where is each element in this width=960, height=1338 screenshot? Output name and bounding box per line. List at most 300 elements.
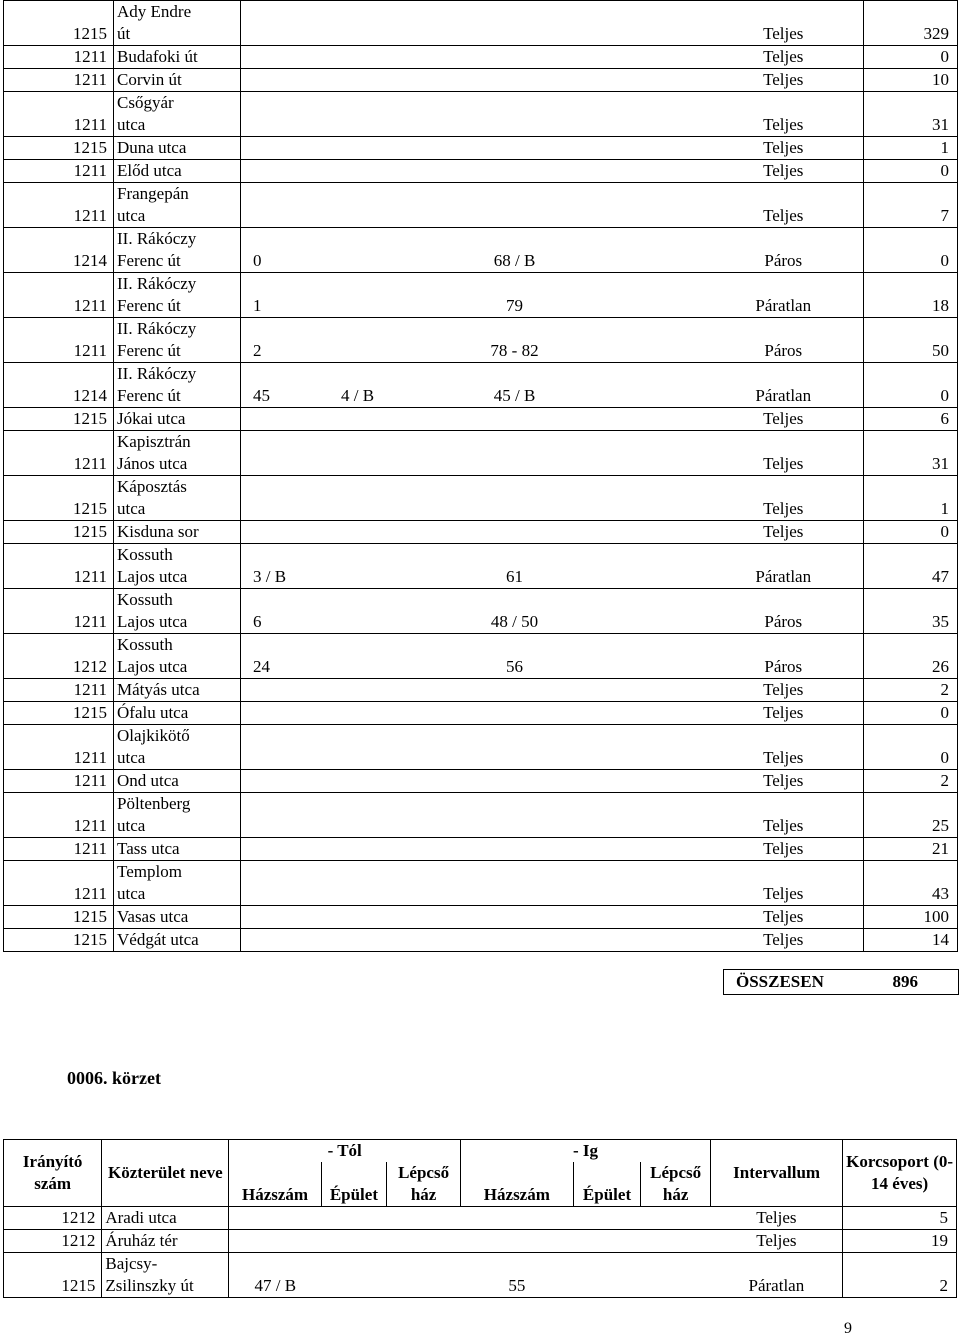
count-cell: 6 [864, 408, 958, 431]
table-row [4, 137, 958, 160]
to-building-cell [559, 929, 639, 952]
zip-cell: 1212 [4, 1207, 102, 1230]
zip-cell: 1215 [4, 702, 114, 725]
to-house-no-cell [471, 183, 559, 228]
from-stairwell-cell [403, 544, 471, 589]
to-stairwell-cell [639, 431, 704, 476]
from-stairwell-cell [403, 363, 471, 408]
from-stairwell-cell [403, 137, 471, 160]
to-building-cell [559, 318, 639, 363]
interval-cell: Teljes [704, 160, 864, 183]
count-cell: 18 [864, 273, 958, 318]
to-stairwell-cell [639, 838, 704, 861]
to-building-cell [559, 702, 639, 725]
zip-cell: 1211 [4, 679, 114, 702]
from-house-no-cell: 2 [241, 318, 313, 363]
count-cell: 0 [864, 228, 958, 273]
street-name-cell: II. Rákóczy Ferenc út [114, 318, 241, 363]
from-building-cell [313, 92, 403, 137]
count-cell: 31 [864, 92, 958, 137]
to-house-no-cell: 79 [471, 273, 559, 318]
district-title: 0006. körzet [67, 1068, 161, 1088]
interval-cell: Teljes [704, 906, 864, 929]
from-building-cell [313, 679, 403, 702]
from-house-no-cell [241, 725, 313, 770]
from-building-cell [313, 589, 403, 634]
street-name-cell: Corvin út [114, 69, 241, 92]
count-cell: 35 [864, 589, 958, 634]
to-building-cell [559, 679, 639, 702]
zip-cell: 1215 [4, 929, 114, 952]
to-stairwell-cell [641, 1207, 711, 1230]
count-cell: 0 [864, 725, 958, 770]
to-stairwell-cell [639, 702, 704, 725]
count-cell: 1 [864, 137, 958, 160]
interval-cell: Teljes [704, 183, 864, 228]
to-house-no-cell: 55 [461, 1253, 574, 1298]
from-house-no-cell [241, 69, 313, 92]
to-house-no-cell [471, 476, 559, 521]
to-stairwell-cell [639, 160, 704, 183]
interval-cell: Páratlan [704, 273, 864, 318]
street-name-cell: Kossuth Lajos utca [114, 544, 241, 589]
interval-cell: Páratlan [711, 1253, 843, 1298]
street-name-cell: Aradi utca [102, 1207, 229, 1230]
to-stairwell-cell [639, 521, 704, 544]
from-house-no-cell: 6 [241, 589, 313, 634]
table-row [4, 69, 958, 92]
table-row [4, 363, 958, 408]
table-row [4, 544, 958, 589]
header-to-stairwell: Lépcső ház [641, 1162, 711, 1207]
interval-cell: Teljes [704, 46, 864, 69]
to-house-no-cell [471, 861, 559, 906]
to-building-cell [559, 137, 639, 160]
to-stairwell-cell [639, 861, 704, 906]
zip-cell: 1215 [4, 1253, 102, 1298]
from-house-no-cell [241, 770, 313, 793]
to-stairwell-cell [639, 137, 704, 160]
from-building-cell [313, 544, 403, 589]
street-name-cell: Kisduna sor [114, 521, 241, 544]
street-name-cell: Frangepán utca [114, 183, 241, 228]
street-name-cell: Templom utca [114, 861, 241, 906]
to-house-no-cell [461, 1207, 574, 1230]
from-stairwell-cell [403, 634, 471, 679]
from-house-no-cell [229, 1207, 321, 1230]
to-house-no-cell [471, 679, 559, 702]
table-row [4, 183, 958, 228]
to-building-cell [559, 92, 639, 137]
from-stairwell-cell [403, 702, 471, 725]
zip-cell: 1215 [4, 408, 114, 431]
to-house-no-cell [471, 92, 559, 137]
street-name-cell: Kapisztrán János utca [114, 431, 241, 476]
count-cell: 0 [864, 521, 958, 544]
count-cell: 5 [843, 1207, 957, 1230]
interval-cell: Teljes [704, 702, 864, 725]
from-building-cell [313, 273, 403, 318]
street-name-cell: Áruház tér [102, 1230, 229, 1253]
table-row [4, 1207, 957, 1230]
street-name-cell: Mátyás utca [114, 679, 241, 702]
to-building-cell [559, 431, 639, 476]
from-building-cell [321, 1230, 387, 1253]
from-building-cell [313, 634, 403, 679]
interval-cell: Teljes [704, 770, 864, 793]
interval-cell: Teljes [704, 408, 864, 431]
to-stairwell-cell [639, 906, 704, 929]
count-cell: 50 [864, 318, 958, 363]
from-house-no-cell [241, 793, 313, 838]
zip-cell: 1211 [4, 861, 114, 906]
header-to-house-no: Házszám [461, 1162, 574, 1207]
from-stairwell-cell [403, 408, 471, 431]
street-name-cell: Ófalu utca [114, 702, 241, 725]
from-stairwell-cell [403, 793, 471, 838]
to-building-cell [559, 861, 639, 906]
interval-cell: Teljes [704, 92, 864, 137]
interval-cell: Teljes [704, 431, 864, 476]
to-house-no-cell [471, 46, 559, 69]
from-house-no-cell [241, 137, 313, 160]
from-stairwell-cell [403, 46, 471, 69]
table-row [4, 46, 958, 69]
interval-cell: Teljes [704, 929, 864, 952]
to-building-cell [559, 183, 639, 228]
table-row [4, 838, 958, 861]
header-to-building: Épület [573, 1162, 641, 1207]
table-row [4, 160, 958, 183]
from-stairwell-cell [403, 183, 471, 228]
to-building-cell [573, 1230, 641, 1253]
from-building-cell [313, 929, 403, 952]
to-building-cell [559, 69, 639, 92]
from-building-cell [313, 725, 403, 770]
street-name-cell: Kossuth Lajos utca [114, 589, 241, 634]
street-name-cell: Káposztás utca [114, 476, 241, 521]
from-stairwell-cell [403, 160, 471, 183]
header-from-building: Épület [321, 1162, 387, 1207]
from-stairwell-cell [403, 929, 471, 952]
zip-cell: 1211 [4, 92, 114, 137]
from-building-cell [313, 861, 403, 906]
street-name-cell: Előd utca [114, 160, 241, 183]
from-stairwell-cell [403, 92, 471, 137]
from-house-no-cell [229, 1230, 321, 1253]
from-building-cell [313, 408, 403, 431]
zip-cell: 1212 [4, 634, 114, 679]
from-house-no-cell: 0 [241, 228, 313, 273]
to-house-no-cell: 48 / 50 [471, 589, 559, 634]
to-stairwell-cell [639, 793, 704, 838]
from-building-cell [313, 228, 403, 273]
from-house-no-cell [241, 906, 313, 929]
table-row [4, 793, 958, 838]
interval-cell: Páros [704, 634, 864, 679]
zip-cell: 1211 [4, 544, 114, 589]
from-stairwell-cell [403, 861, 471, 906]
street-name-cell: Olajkikötő utca [114, 725, 241, 770]
count-cell: 7 [864, 183, 958, 228]
from-building-cell [313, 69, 403, 92]
to-stairwell-cell [641, 1230, 711, 1253]
count-cell: 2 [864, 770, 958, 793]
from-stairwell-cell [403, 521, 471, 544]
count-cell: 0 [864, 363, 958, 408]
from-house-no-cell [241, 183, 313, 228]
table-row [4, 92, 958, 137]
interval-cell: Páratlan [704, 363, 864, 408]
table-row [4, 861, 958, 906]
to-house-no-cell: 68 / B [471, 228, 559, 273]
interval-cell: Páros [704, 318, 864, 363]
street-name-cell: Ady Endre út [114, 1, 241, 46]
header-interval: Intervallum [711, 1140, 843, 1207]
from-building-cell [313, 318, 403, 363]
zip-cell: 1215 [4, 476, 114, 521]
count-cell: 47 [864, 544, 958, 589]
street-name-cell: Pöltenberg utca [114, 793, 241, 838]
header-zip: Irányító szám [4, 1140, 102, 1207]
from-stairwell-cell [403, 273, 471, 318]
zip-cell: 1211 [4, 431, 114, 476]
zip-cell: 1215 [4, 521, 114, 544]
header-from-stairwell: Lépcső ház [387, 1162, 461, 1207]
from-building-cell [313, 183, 403, 228]
interval-cell: Teljes [704, 838, 864, 861]
from-building-cell [313, 770, 403, 793]
to-stairwell-cell [639, 544, 704, 589]
street-name-cell: Vasas utca [114, 906, 241, 929]
to-building-cell [559, 838, 639, 861]
to-house-no-cell [471, 702, 559, 725]
to-stairwell-cell [639, 69, 704, 92]
interval-cell: Teljes [711, 1230, 843, 1253]
street-name-cell: II. Rákóczy Ferenc út [114, 228, 241, 273]
from-building-cell [313, 793, 403, 838]
from-house-no-cell [241, 679, 313, 702]
interval-cell: Teljes [711, 1207, 843, 1230]
from-house-no-cell [241, 92, 313, 137]
from-house-no-cell [241, 431, 313, 476]
from-house-no-cell: 47 / B [229, 1253, 321, 1298]
from-stairwell-cell [403, 476, 471, 521]
from-stairwell-cell [403, 725, 471, 770]
street-name-cell: Kossuth Lajos utca [114, 634, 241, 679]
to-stairwell-cell [639, 273, 704, 318]
from-stairwell-cell [403, 1, 471, 46]
from-building-cell [313, 702, 403, 725]
table-row [4, 476, 958, 521]
to-house-no-cell [471, 770, 559, 793]
to-stairwell-cell [639, 679, 704, 702]
count-cell: 1 [864, 476, 958, 521]
to-stairwell-cell [639, 589, 704, 634]
zip-cell: 1215 [4, 906, 114, 929]
to-stairwell-cell [639, 228, 704, 273]
to-stairwell-cell [639, 929, 704, 952]
to-stairwell-cell [639, 725, 704, 770]
district-0006-table [3, 1139, 957, 1298]
from-stairwell-cell [403, 69, 471, 92]
header-age-group: Korcsoport (0-14 éves) [843, 1140, 957, 1207]
count-cell: 43 [864, 861, 958, 906]
to-building-cell [559, 589, 639, 634]
table-row [4, 228, 958, 273]
count-cell: 0 [864, 46, 958, 69]
zip-cell: 1214 [4, 363, 114, 408]
to-stairwell-cell [639, 476, 704, 521]
interval-cell: Teljes [704, 793, 864, 838]
from-building-cell: 4 / B [313, 363, 403, 408]
to-stairwell-cell [641, 1253, 711, 1298]
from-house-no-cell [241, 702, 313, 725]
to-stairwell-cell [639, 92, 704, 137]
table-row [4, 1253, 957, 1298]
street-name-cell: II. Rákóczy Ferenc út [114, 363, 241, 408]
table-row [4, 702, 958, 725]
count-cell: 26 [864, 634, 958, 679]
to-house-no-cell [471, 137, 559, 160]
zip-cell: 1211 [4, 46, 114, 69]
zip-cell: 1211 [4, 793, 114, 838]
district-table-continued [3, 0, 958, 952]
interval-cell: Teljes [704, 679, 864, 702]
table-row [4, 929, 958, 952]
to-building-cell [573, 1253, 641, 1298]
count-cell: 14 [864, 929, 958, 952]
total-label: ÖSSZESEN [736, 972, 824, 991]
from-house-no-cell [241, 861, 313, 906]
from-stairwell-cell [403, 589, 471, 634]
street-name-cell: Tass utca [114, 838, 241, 861]
to-building-cell [559, 1, 639, 46]
from-house-no-cell [241, 160, 313, 183]
to-house-no-cell [471, 69, 559, 92]
count-cell: 100 [864, 906, 958, 929]
zip-cell: 1211 [4, 183, 114, 228]
count-cell: 2 [864, 679, 958, 702]
total-box [723, 969, 959, 995]
to-building-cell [559, 46, 639, 69]
zip-cell: 1215 [4, 1, 114, 46]
zip-cell: 1212 [4, 1230, 102, 1253]
interval-cell: Teljes [704, 725, 864, 770]
count-cell: 2 [843, 1253, 957, 1298]
from-house-no-cell [241, 408, 313, 431]
zip-cell: 1211 [4, 69, 114, 92]
from-building-cell [313, 906, 403, 929]
to-house-no-cell [471, 929, 559, 952]
to-house-no-cell [471, 906, 559, 929]
to-house-no-cell: 61 [471, 544, 559, 589]
zip-cell: 1211 [4, 160, 114, 183]
count-cell: 19 [843, 1230, 957, 1253]
to-building-cell [573, 1207, 641, 1230]
table-row [4, 408, 958, 431]
from-building-cell [321, 1253, 387, 1298]
from-building-cell [313, 46, 403, 69]
from-building-cell [313, 137, 403, 160]
to-house-no-cell [471, 793, 559, 838]
header-from-house-no: Házszám [229, 1162, 321, 1207]
from-stairwell-cell [387, 1230, 461, 1253]
to-stairwell-cell [639, 1, 704, 46]
from-building-cell [313, 1, 403, 46]
to-building-cell [559, 273, 639, 318]
to-building-cell [559, 476, 639, 521]
from-building-cell [313, 838, 403, 861]
from-house-no-cell [241, 838, 313, 861]
from-stairwell-cell [403, 679, 471, 702]
table-row [4, 725, 958, 770]
from-house-no-cell [241, 1, 313, 46]
to-building-cell [559, 363, 639, 408]
header-street: Közterület neve [102, 1140, 229, 1207]
street-name-cell: Duna utca [114, 137, 241, 160]
to-house-no-cell: 78 - 82 [471, 318, 559, 363]
total-value: 896 [892, 972, 918, 991]
count-cell: 0 [864, 160, 958, 183]
interval-cell: Páros [704, 589, 864, 634]
table-row [4, 318, 958, 363]
interval-cell: Teljes [704, 1, 864, 46]
zip-cell: 1211 [4, 589, 114, 634]
from-stairwell-cell [403, 431, 471, 476]
from-stairwell-cell [387, 1207, 461, 1230]
from-stairwell-cell [403, 906, 471, 929]
zip-cell: 1211 [4, 273, 114, 318]
to-stairwell-cell [639, 318, 704, 363]
to-house-no-cell [471, 408, 559, 431]
to-building-cell [559, 725, 639, 770]
street-name-cell: Jókai utca [114, 408, 241, 431]
table-row [4, 634, 958, 679]
count-cell: 10 [864, 69, 958, 92]
header-from-group: - Tól [229, 1140, 461, 1163]
to-house-no-cell [461, 1230, 574, 1253]
interval-cell: Teljes [704, 69, 864, 92]
interval-cell: Teljes [704, 521, 864, 544]
header-to-group: - Ig [461, 1140, 711, 1163]
to-stairwell-cell [639, 408, 704, 431]
from-building-cell [313, 160, 403, 183]
from-house-no-cell: 1 [241, 273, 313, 318]
from-stairwell-cell [403, 770, 471, 793]
to-house-no-cell [471, 160, 559, 183]
from-house-no-cell: 3 / B [241, 544, 313, 589]
street-name-cell: II. Rákóczy Ferenc út [114, 273, 241, 318]
count-cell: 329 [864, 1, 958, 46]
from-building-cell [313, 521, 403, 544]
to-stairwell-cell [639, 46, 704, 69]
count-cell: 31 [864, 431, 958, 476]
to-stairwell-cell [639, 183, 704, 228]
count-cell: 25 [864, 793, 958, 838]
to-building-cell [559, 228, 639, 273]
from-house-no-cell: 24 [241, 634, 313, 679]
table-row [4, 679, 958, 702]
table-row [4, 589, 958, 634]
from-house-no-cell [241, 476, 313, 521]
to-house-no-cell: 56 [471, 634, 559, 679]
zip-cell: 1211 [4, 725, 114, 770]
count-cell: 0 [864, 702, 958, 725]
zip-cell: 1215 [4, 137, 114, 160]
to-house-no-cell [471, 1, 559, 46]
to-house-no-cell [471, 838, 559, 861]
